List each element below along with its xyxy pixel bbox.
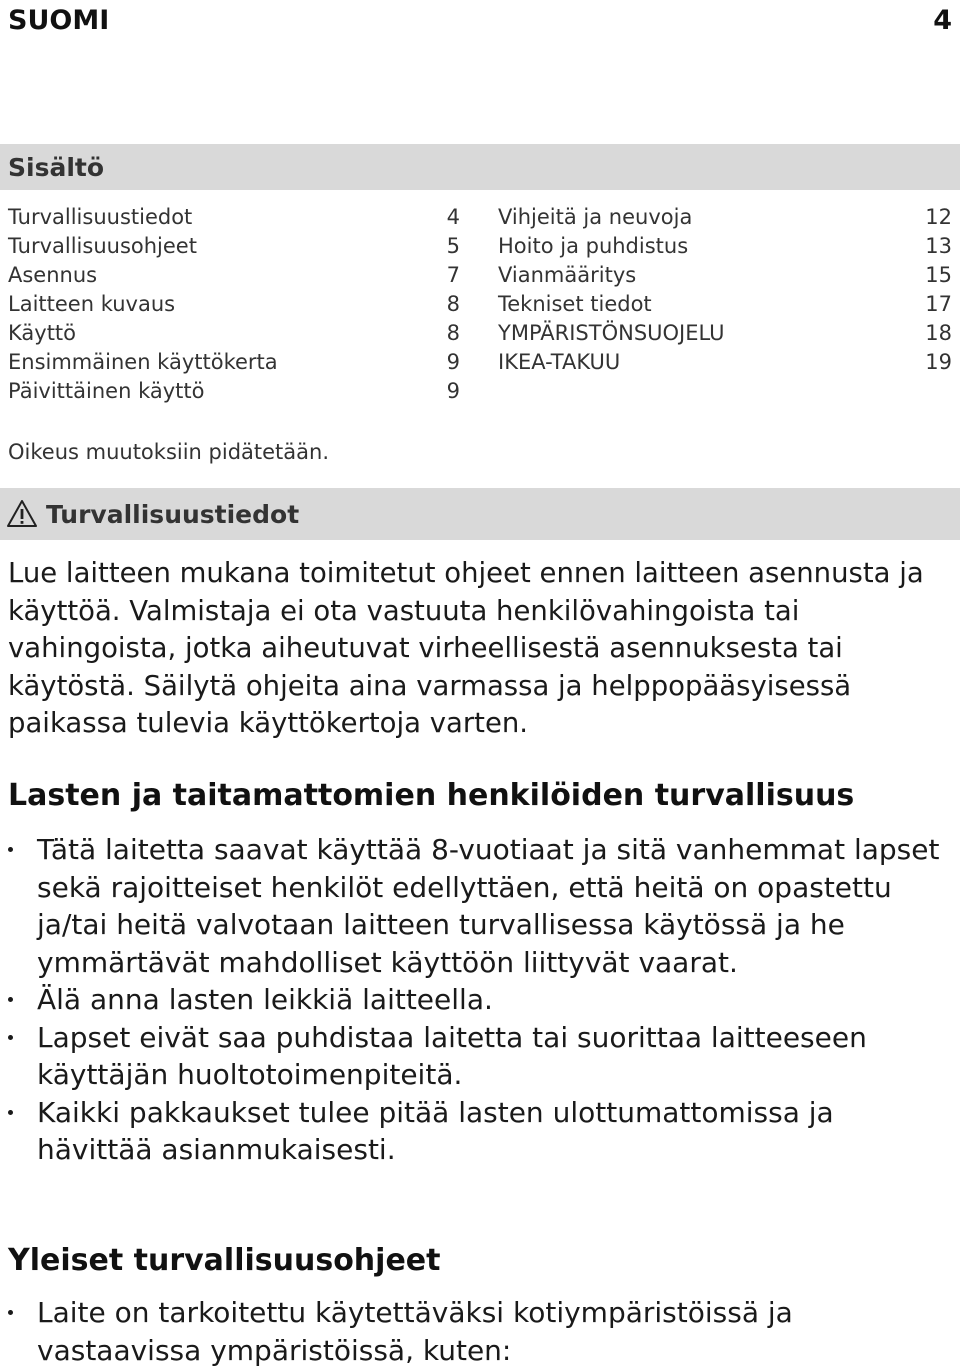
- toc-entry-label: YMPÄRISTÖNSUOJELU: [498, 321, 725, 345]
- list-item-text: Kaikki pakkaukset tulee pitää lasten ulottumattomissa ja hävittää asianmukaisesti.: [37, 1095, 834, 1166]
- toc-entry-page: 8: [446, 292, 460, 316]
- toc-entry[interactable]: [8, 319, 460, 348]
- list-item: [8, 831, 953, 981]
- general-safety-list: [8, 1294, 953, 1369]
- page-number: 4: [933, 4, 952, 36]
- contents-section-bar: [0, 144, 960, 190]
- toc-entry[interactable]: [498, 348, 952, 377]
- list-item-text: Lapset eivät saa puhdistaa laitetta tai suorittaa laitteeseen käyttäjän huoltotoimenpiteitä.: [37, 1020, 867, 1091]
- bullet-icon: [8, 1110, 13, 1115]
- toc-entry-page: 8: [446, 321, 460, 345]
- toc-entry-page: 15: [925, 263, 952, 287]
- toc-entry[interactable]: [498, 203, 952, 232]
- toc-entry[interactable]: [498, 261, 952, 290]
- toc-entry-label: Turvallisuusohjeet: [8, 234, 197, 258]
- warning-triangle-icon: [6, 499, 38, 529]
- safety-intro-paragraph: Lue laitteen mukana toimitetut ohjeet ennen laitteen asennusta ja käyttöä. Valmistaja ei ota vastuuta henkilövahingoista tai vahingoista, jotka aiheutuvat virheellisestä asennuksesta tai käytöstä. Säilytä ohjeita aina varmassa ja helppopääsyisessä paikassa tulevia käyttökertoja varten.: [8, 557, 924, 739]
- list-item-text: Älä anna lasten leikkiä laitteella.: [37, 983, 493, 1016]
- list-item: [8, 1019, 953, 1094]
- contents-title: Sisältö: [8, 152, 105, 182]
- language-label: SUOMI: [8, 4, 110, 36]
- toc-entry-page: 4: [446, 205, 460, 229]
- toc-entry-label: Hoito ja puhdistus: [498, 234, 689, 258]
- safety-title: Turvallisuustiedot: [46, 499, 300, 529]
- list-item: [8, 1294, 953, 1369]
- table-of-contents: [8, 203, 952, 406]
- toc-right-column: [498, 203, 952, 406]
- toc-entry-page: 19: [925, 350, 952, 374]
- page-header: [8, 0, 952, 40]
- toc-entry-page: 5: [446, 234, 460, 258]
- toc-entry-page: 9: [446, 350, 460, 374]
- safety-section-bar: [0, 488, 960, 540]
- bullet-icon: [8, 1310, 13, 1315]
- list-item-text: Tätä laitetta saavat käyttää 8-vuotiaat ja sitä vanhemmat lapset sekä rajoitteiset henkilöt edellyttäen, että heitä on opastettu ja/tai heitä valvotaan laitteen turvallisessa käytössä ja he ymmärtävät mahdolliset käyttöön liittyvät vaarat.: [37, 833, 940, 979]
- toc-entry-label: Asennus: [8, 263, 98, 287]
- toc-entry-label: Vianmääritys: [498, 263, 637, 287]
- disclaimer-text: Oikeus muutoksiin pidätetään.: [8, 440, 330, 464]
- toc-entry-label: Vihjeitä ja neuvoja: [498, 205, 693, 229]
- children-safety-heading: Lasten ja taitamattomien henkilöiden turvallisuus: [8, 778, 855, 813]
- toc-entry-label: Käyttö: [8, 321, 77, 345]
- toc-entry-page: 17: [925, 292, 952, 316]
- toc-entry-label: Ensimmäinen käyttökerta: [8, 350, 278, 374]
- toc-entry[interactable]: [8, 377, 460, 406]
- toc-entry-label: Päivittäinen käyttö: [8, 379, 205, 403]
- bullet-icon: [8, 1035, 13, 1040]
- toc-entry-page: 13: [925, 234, 952, 258]
- list-item: [8, 981, 953, 1019]
- toc-entry[interactable]: [498, 319, 952, 348]
- toc-entry-page: 18: [925, 321, 952, 345]
- toc-entry[interactable]: [8, 348, 460, 377]
- list-item: [8, 1094, 953, 1169]
- children-safety-list: [8, 831, 953, 1169]
- toc-left-column: [8, 203, 460, 406]
- list-item-text: Laite on tarkoitettu käytettäväksi kotiympäristöissä ja vastaavissa ympäristöissä, kuten:: [37, 1296, 793, 1367]
- bullet-icon: [8, 847, 13, 852]
- toc-entry-page: 12: [925, 205, 952, 229]
- toc-entry[interactable]: [498, 290, 952, 319]
- bullet-icon: [8, 997, 13, 1002]
- toc-entry[interactable]: [8, 232, 460, 261]
- toc-entry-page: 9: [446, 379, 460, 403]
- toc-entry[interactable]: [498, 232, 952, 261]
- general-safety-heading: Yleiset turvallisuusohjeet: [8, 1243, 441, 1278]
- toc-entry[interactable]: [8, 203, 460, 232]
- toc-entry[interactable]: [8, 290, 460, 319]
- toc-entry-page: 7: [446, 263, 460, 287]
- toc-entry-label: IKEA-TAKUU: [498, 350, 621, 374]
- toc-entry-label: Turvallisuustiedot: [8, 205, 193, 229]
- toc-entry-label: Tekniset tiedot: [498, 292, 652, 316]
- toc-entry[interactable]: [8, 261, 460, 290]
- toc-entry-label: Laitteen kuvaus: [8, 292, 176, 316]
